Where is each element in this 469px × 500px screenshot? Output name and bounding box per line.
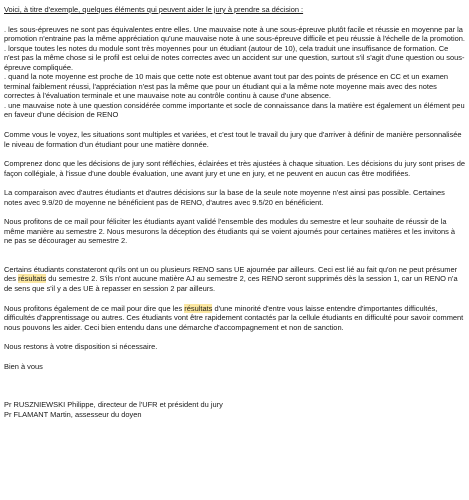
spacer [4,246,465,265]
spacer [4,15,465,25]
bullet-item: . lorsque toutes les notes du module sont très moyennes pour un étudiant (autour de 10), cela traduit une insuffisance de formation. Ce n'est pas la même chose si le profil est celui de notes correctes avec un accident sur une question, surtout s'il s'agit d'une question ou sous-épreuve compliquée. [4,43,465,72]
bullet-item: . les sous-épreuves ne sont pas équivalentes entre elles. Une mauvaise note à une sous-épreuve plutôt facile et réussie en moyenne par la promotion n'entraine pas la même appréciation qu'une mauvaise note à une sous-épreuve difficile et peu réussie à l'échelle de la promotion. [4,24,465,44]
text-run: Certains étudiants constateront qu'ils ont un ou plusieurs RENO sans UE ajournée par ailleurs. Ceci est lié au fait qu'on ne peut présumer des [4,264,458,284]
spacer [4,149,465,159]
spacer [4,207,465,217]
paragraph-criteria: Comme vous le voyez, les situations sont multiples et variées, et c'est tout le travail du jury que d'arriver à définir de manière personnalisée le niveau de formation d'un étudiant pour une matière donnée. [4,130,462,149]
text-run: du semestre 2. S'ils n'ont aucune matière AJ au semestre 2, ces RENO seront supprimés dès la session 1, car un RENO n'a de sens que s'il y a des UE à repasser en session 2 par ailleurs. [4,274,458,294]
closing-line: Bien à vous [4,361,43,371]
highlighted-word: résultats [184,303,213,313]
highlighted-word: résultats [18,274,47,284]
spacer [4,390,465,400]
paragraph-availability: Nous restons à votre disposition si nécessaire. [4,342,158,352]
paragraph-reno [4,265,465,294]
paragraph-comparison: La comparaison avec d'autres étudiants et d'autres décisions sur la base de la seule note moyenne n'est ainsi pas possible. Certaines notes avec 9.9/20 de moyenne ne bénéficient pas de RENO, d'autres avec 9.5/20 en bénéficient. [4,188,445,207]
bullet-item: . quand la note moyenne est proche de 10 mais que cette note est obtenue avant tout par des points de présence en CC et un examen terminal faiblement réussi, l'appréciation n'est pas la même que pour un étudiant qui a la même note moyenne mais avec des notes correctes à l'évaluation terminale et une mauvaise note au contrôle continu à cause d'une absence. [4,72,449,101]
paragraph-decisions: Comprenez donc que les décisions de jury sont réfléchies, éclairées et très ajustées à chaque situation. Les décisions du jury sont prises de façon collégiale, à l'issue d'une double évaluation, une avant jury et une en jury, et ne peuvent en aucun cas être modifiées. [4,159,465,178]
spacer [4,371,465,390]
text-run: d'une minorité d'entre vous laisse entendre d'importantes difficultés, difficultés d'apprentissage ou autres. Ces étudiants vont être rapidement contactés par la cellule étudiants en difficulté pour savoir comment nous pouvons les aider. Ceci bien entendu dans une démarche d'accompagnement et non de sanction. [4,303,464,332]
spacer [4,294,465,304]
spacer [4,120,465,130]
spacer [4,352,465,362]
spacer [4,332,465,342]
signature-line: Pr FLAMANT Martin, assesseur du doyen [4,409,142,419]
bullet-item: . une mauvaise note à une question considérée comme importante et socle de connaissance dans la matière est également un élément peu en faveur d'une décision de RENO [4,100,465,120]
text-run: Nous profitons également de ce mail pour dire que les [4,303,185,313]
signature-line: Pr RUSZNIEWSKI Philippe, directeur de l'UFR et président du jury [4,400,223,410]
paragraph-support [4,304,465,333]
spacer [4,178,465,188]
paragraph-congratulations: Nous profitons de ce mail pour féliciter les étudiants ayant validé l'ensemble des modules du semestre et leur souhaite de réussir de la même manière au semestre 2. Nous mesurons la déception des étudiants qui se voient ajournés pour certaines matières et les invitons à ne pas se décourager au semestre 2. [4,217,456,246]
intro-line: Voici, à titre d'exemple, quelques éléments qui peuvent aider le jury à prendre sa décision : [4,5,304,14]
